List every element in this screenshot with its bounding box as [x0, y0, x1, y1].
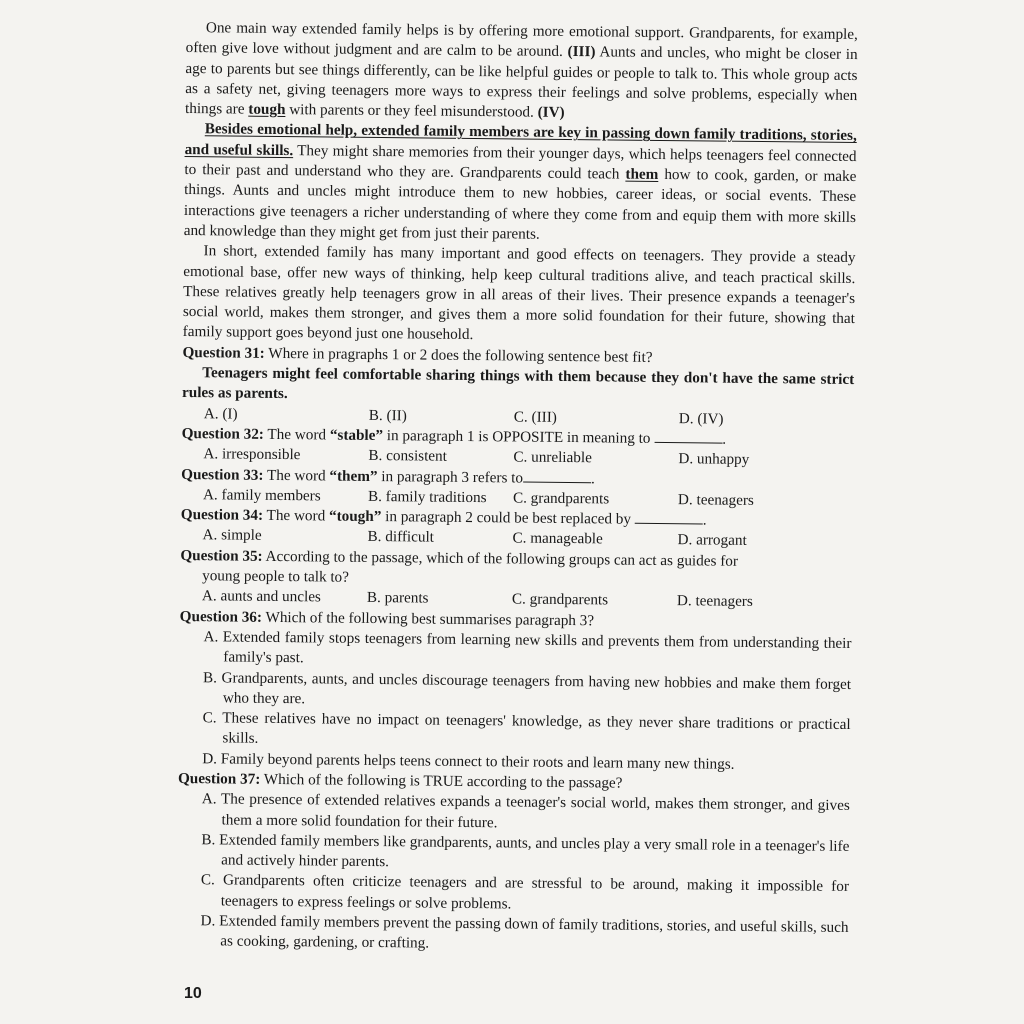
paragraph-3: In short, extended family has many important and good effects on teenagers. They provide a steady emotional base, offer new ways of thinking, help keep cultural traditions alive, and teach practical skills. These relatives greatly help teenagers grow in all areas of their lives. Their presence expands a teenager's social world, makes them stronger, and gives them a more solid foundation for their future, showing that family support goes beyond just one household.: [182, 242, 856, 344]
option-d[interactable]: D. Family beyond parents helps teens connect to their roots and learn many new things.: [202, 749, 735, 773]
question-32: Question 32: The word “stable” in paragraph 1 is OPPOSITE in meaning to .: [181, 424, 727, 448]
option-b[interactable]: B. Extended family members like grandparents, aunts, and uncles play a very small role in a teenager's life and actively hinder parents.: [201, 831, 850, 871]
option-c[interactable]: C. manageable: [512, 529, 603, 548]
question-31: Question 31: Where in pragraphs 1 or 2 does the following sentence best fit?: [182, 343, 653, 366]
option-c[interactable]: C. (III): [513, 408, 557, 426]
option-c[interactable]: C. grandparents: [511, 590, 609, 609]
option-b[interactable]: B. consistent: [368, 447, 447, 465]
option-d[interactable]: D. (IV): [678, 409, 724, 428]
word-tough: tough: [248, 100, 286, 119]
option-c[interactable]: C. unreliable: [513, 448, 592, 467]
option-d[interactable]: D. Extended family members prevent the passing down of family traditions, stories, and useful skills, such as cooking, gardening, or crafting.: [200, 912, 849, 952]
option-a[interactable]: A. aunts and uncles: [201, 587, 321, 606]
question-35-continuation: young people to talk to?: [202, 567, 350, 586]
question-33: Question 33: The word “them” in paragraph 3 refers to .: [181, 465, 595, 487]
option-c[interactable]: C. These relatives have no impact on teenagers' knowledge, as they never share traditions or practical skills.: [202, 709, 851, 748]
question-31-target-sentence: Teenagers might feel comfortable sharing things with them because they don't have the same strict rules as parents.: [181, 364, 855, 403]
question-37: Question 37: Which of the following is TRUE according to the passage?: [177, 769, 623, 792]
option-d[interactable]: D. arrogant: [677, 531, 747, 550]
option-a[interactable]: A. (I): [203, 404, 238, 423]
option-a[interactable]: A. family members: [202, 486, 321, 505]
question-34: Question 34: The word “tough” in paragraph 2 could be best replaced by .: [180, 506, 707, 529]
question-label: Question 31:: [182, 343, 265, 362]
option-b[interactable]: B. difficult: [367, 528, 435, 547]
page-content: [176, 18, 858, 959]
answer-blank: [635, 522, 703, 525]
option-a[interactable]: A. simple: [202, 526, 262, 545]
word-them: them: [625, 165, 659, 184]
option-d[interactable]: D. teenagers: [677, 491, 754, 509]
option-a[interactable]: A. The presence of extended relatives expands a teenager's social world, makes them stronger, and gives them a more solid foundation for their future.: [201, 790, 850, 831]
option-d[interactable]: D. teenagers: [676, 592, 753, 611]
answer-blank: [523, 480, 591, 483]
option-a[interactable]: A. Extended family stops teenagers from learning new skills and prevents them from understanding their family's past.: [203, 628, 852, 667]
option-b[interactable]: B. Grandparents, aunts, and uncles discourage teenagers from having new hobbies and make them forget who they are.: [203, 668, 852, 708]
option-c[interactable]: C. Grandparents often criticize teenagers and are stressful to be around, making it impossible for teenagers to express feelings or solve problems.: [200, 871, 850, 913]
marker-iv: (IV): [537, 103, 565, 122]
page-number: 10: [184, 985, 202, 1002]
question-35: Question 35: According to the passage, which of the following groups can act as guides for: [180, 546, 739, 570]
option-d[interactable]: D. unhappy: [678, 450, 750, 469]
option-a[interactable]: A. irresponsible: [203, 445, 301, 464]
option-b[interactable]: B. parents: [366, 589, 429, 607]
option-b[interactable]: B. (II): [368, 406, 407, 424]
option-b[interactable]: B. family traditions: [367, 487, 487, 507]
answer-blank: [654, 441, 722, 444]
question-36: Question 36: Which of the following best summarises paragraph 3?: [179, 607, 595, 629]
option-c[interactable]: C. grandparents: [512, 489, 610, 508]
paragraph-1: One main way extended family helps is by offering more emotional support. Grandparents, for example, often give love without judgment and are calm to be around. (III) Aunts and uncles, who might be closer in age to parents but see things differently, can be like helpful guides or people to talk to. This whole group acts as a safety net, giving teenagers more ways to express their feelings and solve problems, especially when things are tough with parents or they feel misunderstood. (IV): [184, 19, 858, 122]
paragraph-2: Besides emotional help, extended family members are key in passing down family traditions, stories, and useful skills. They might share memories from their younger days, which helps teenagers feel connected to their past and understand who they are. Grandparents could teach them how to cook, garden, or make things. Aunts and uncles might introduce them to new hobbies, career ideas, or social events. These interactions give teenagers a richer understanding of where they come from and equip them with more skills and knowledge than they might get from just their parents.: [183, 120, 857, 243]
paragraph-2-lead: Besides emotional help, extended family members are key in passing down family traditions, stories, and useful skills.: [184, 120, 857, 159]
marker-iii: (III): [567, 43, 596, 61]
